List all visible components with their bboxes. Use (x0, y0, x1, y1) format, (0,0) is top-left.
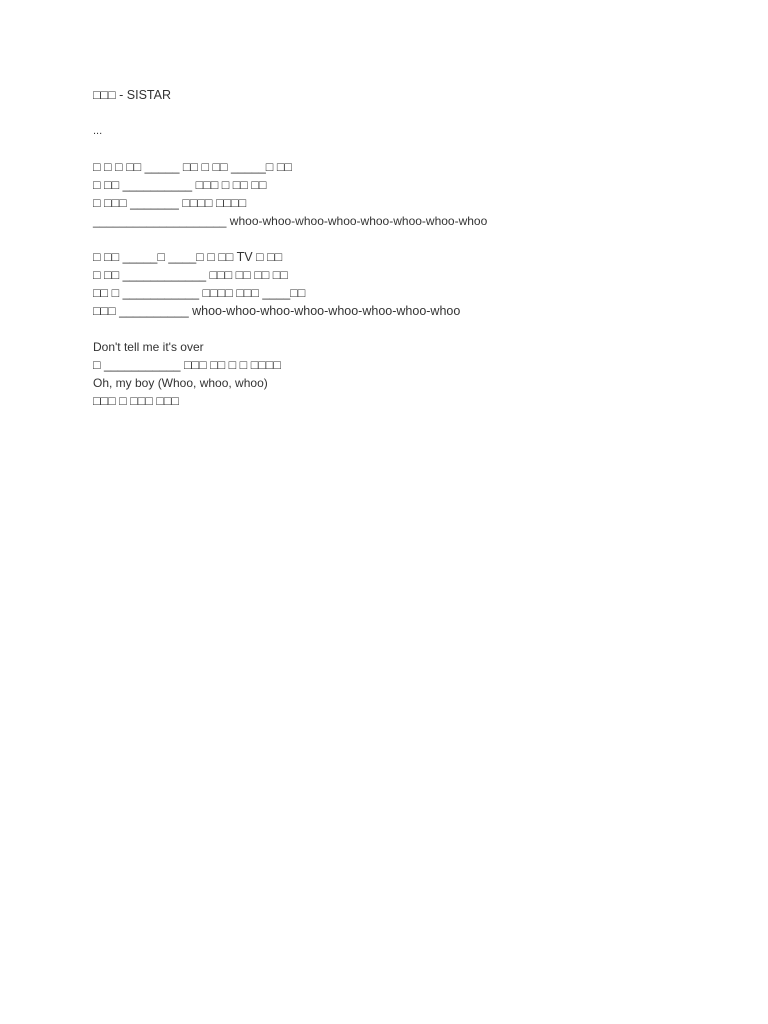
stanza-3 (93, 338, 733, 410)
lyric-line: Don't tell me it's over (93, 340, 204, 354)
lyric-line: □ □□ __________ □□□ □ □□ □□ (93, 178, 267, 192)
lyric-line: ____________________ whoo-whoo-whoo-whoo-whoo-whoo-whoo-whoo (93, 214, 488, 228)
lyric-line: □ □□ ____________ □□□ □□ □□ □□ (93, 268, 288, 282)
ellipsis-text: ... (93, 125, 103, 137)
stanza-gap (93, 230, 733, 248)
document-page (93, 86, 733, 410)
lyric-line: □□□ □ □□□ □□□ (93, 394, 179, 408)
lyric-line: □ □□□ _______ □□□□ □□□□ (93, 196, 247, 210)
lyric-line: □□□ __________ whoo-whoo-whoo-whoo-whoo-whoo-whoo-whoo (93, 304, 461, 318)
lyric-line: □ ___________ □□□ □□ □ □ □□□□ (93, 358, 281, 372)
lyric-line: □□ □ ___________ □□□□ □□□ ____□□ (93, 286, 306, 300)
lyric-line: □ □□ _____□ ____□ □ □□ TV □ □□ (93, 250, 283, 264)
lyric-line: □ □ □ □□ _____ □□ □ □□ _____□ □□ (93, 160, 292, 174)
lyric-line: Oh, my boy (Whoo, whoo, whoo) (93, 376, 268, 390)
stanza-1 (93, 158, 733, 230)
song-title: □□□ - SISTAR (93, 88, 171, 102)
stanza-gap (93, 320, 733, 338)
stanza-2 (93, 248, 733, 320)
